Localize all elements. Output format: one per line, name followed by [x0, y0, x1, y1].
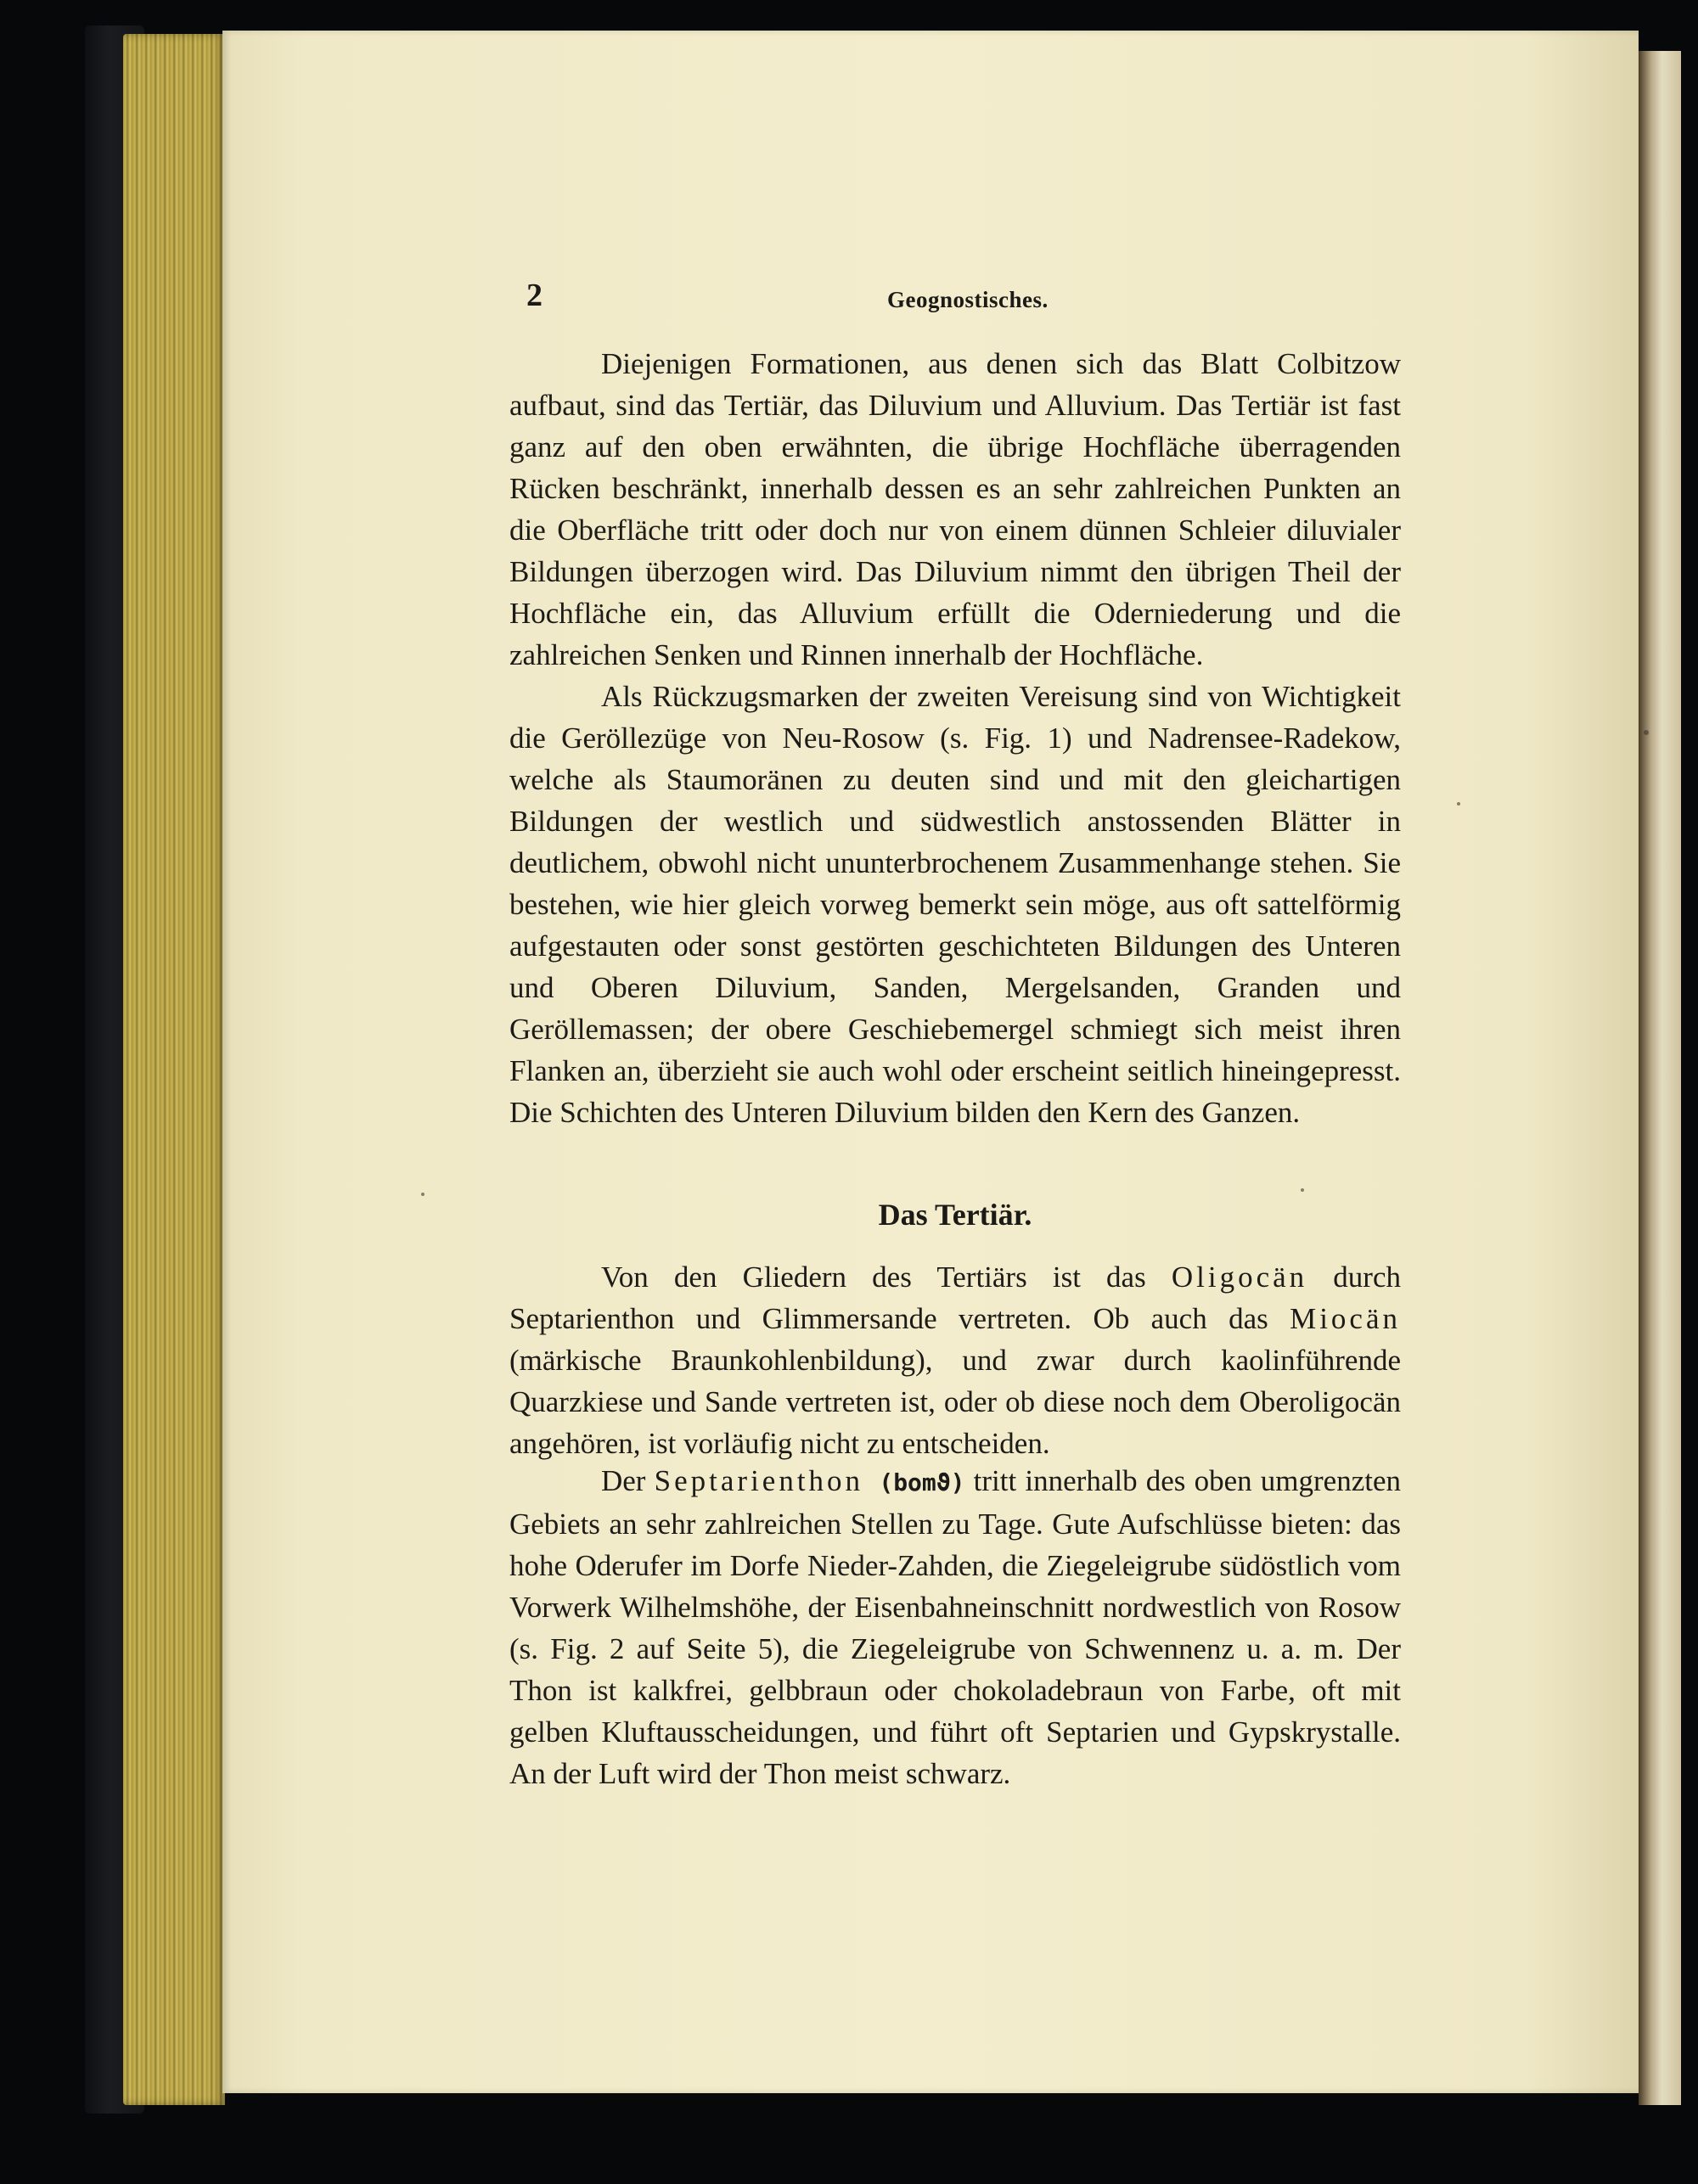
page-speck — [1301, 1188, 1304, 1192]
page-speck — [1644, 730, 1649, 735]
paragraph-septarienthon — [509, 1460, 1401, 1794]
term-oligocaen: Oligocän — [1171, 1260, 1308, 1294]
map-symbol: (bomϑ) — [863, 1468, 965, 1496]
page-stack-edges — [123, 34, 225, 2105]
term-miocaen: Miocän — [1290, 1302, 1401, 1335]
page-number: 2 — [526, 278, 543, 313]
page-speck — [1457, 802, 1460, 806]
page-speck — [421, 1193, 424, 1196]
running-title: Geognostisches. — [887, 287, 1049, 312]
running-head — [526, 277, 1401, 319]
text-run: (märkische Braunkohlenbildung), und zwar durch kaolinführende Quarzkiese und Sande vertreten ist, oder ob diese noch dem Oberoligocän angehören, ist vorläufig nicht zu entscheiden. — [509, 1344, 1401, 1460]
paragraph-formations: Diejenigen Formationen, aus denen sich das Blatt Colbitzow aufbaut, sind das Tertiär, das Diluvium und Alluvium. Das Tertiär ist fast ganz auf den oben erwähnten, die übrige Hochfläche überragenden Rücken beschränkt, innerhalb dessen es an sehr zahlreichen Punkten an die Oberfläche tritt oder doch nur von einem dünnen Schleier diluvialer Bildungen überzogen wird. Das Diluvium nimmt den übrigen Theil der Hochfläche ein, das Alluvium erfüllt die Oderniederung und die zahlreichen Senken und Rinnen innerhalb der Hochfläche. — [509, 347, 1401, 671]
section-heading: Das Tertiär. — [878, 1198, 1032, 1232]
paragraph-tertiaer-gliederung — [509, 1256, 1401, 1464]
text-run: durch Septarienthon und Glimmersande vertreten. Ob auch das — [509, 1260, 1401, 1335]
text-run: Von den Gliedern des Tertiärs ist das — [601, 1260, 1172, 1294]
paragraph-rueckzugsmarken: Als Rückzugsmarken der zweiten Vereisung sind von Wichtigkeit die Geröllezüge von Neu-Rosow (s. Fig. 1) und Nadrensee-Radekow, welche als Staumoränen zu deuten sind und mit den gleichartigen Bildungen der westlich und südwestlich anstossenden Blätter in deutlichem, obwohl nicht ununterbrochenem Zusammenhange stehen. Sie bestehen, wie hier gleich vorweg bemerkt sein möge, aus oft sattelförmig aufgestauten oder sonst gestörten geschichteten Bildungen des Unteren und Oberen Diluvium, Sanden, Mergelsanden, Granden und Geröllemassen; der obere Geschiebemergel schmiegt sich meist ihren Flanken an, überzieht sie auch wohl oder erscheint seitlich hineingepresst. Die Schichten des Unteren Diluvium bilden den Kern des Ganzen. — [509, 680, 1401, 1129]
facing-page-edge — [1639, 51, 1681, 2105]
term-septarienthon: Septarienthon — [654, 1464, 864, 1497]
text-run: tritt innerhalb des oben umgrenzten Gebiets an sehr zahlreichen Stellen zu Tage. Gute Aufschlüsse bieten: das hohe Oderufer im Dorfe Nieder-Zahden, die Ziegeleigrube südöstlich vom Vorwerk Wilhelmshöhe, der Eisenbahneinschnitt nordwestlich von Rosow (s. Fig. 2 auf Seite 5), die Ziegeleigrube von Schwennenz u. a. m. Der Thon ist kalkfrei, gelbbraun oder chokoladebraun von Farbe, oft mit gelben Kluftausscheidungen, und führt oft Septarien und Gypskrystalle. An der Luft wird der Thon meist schwarz. — [509, 1464, 1402, 1790]
text-run: Der — [601, 1464, 655, 1497]
